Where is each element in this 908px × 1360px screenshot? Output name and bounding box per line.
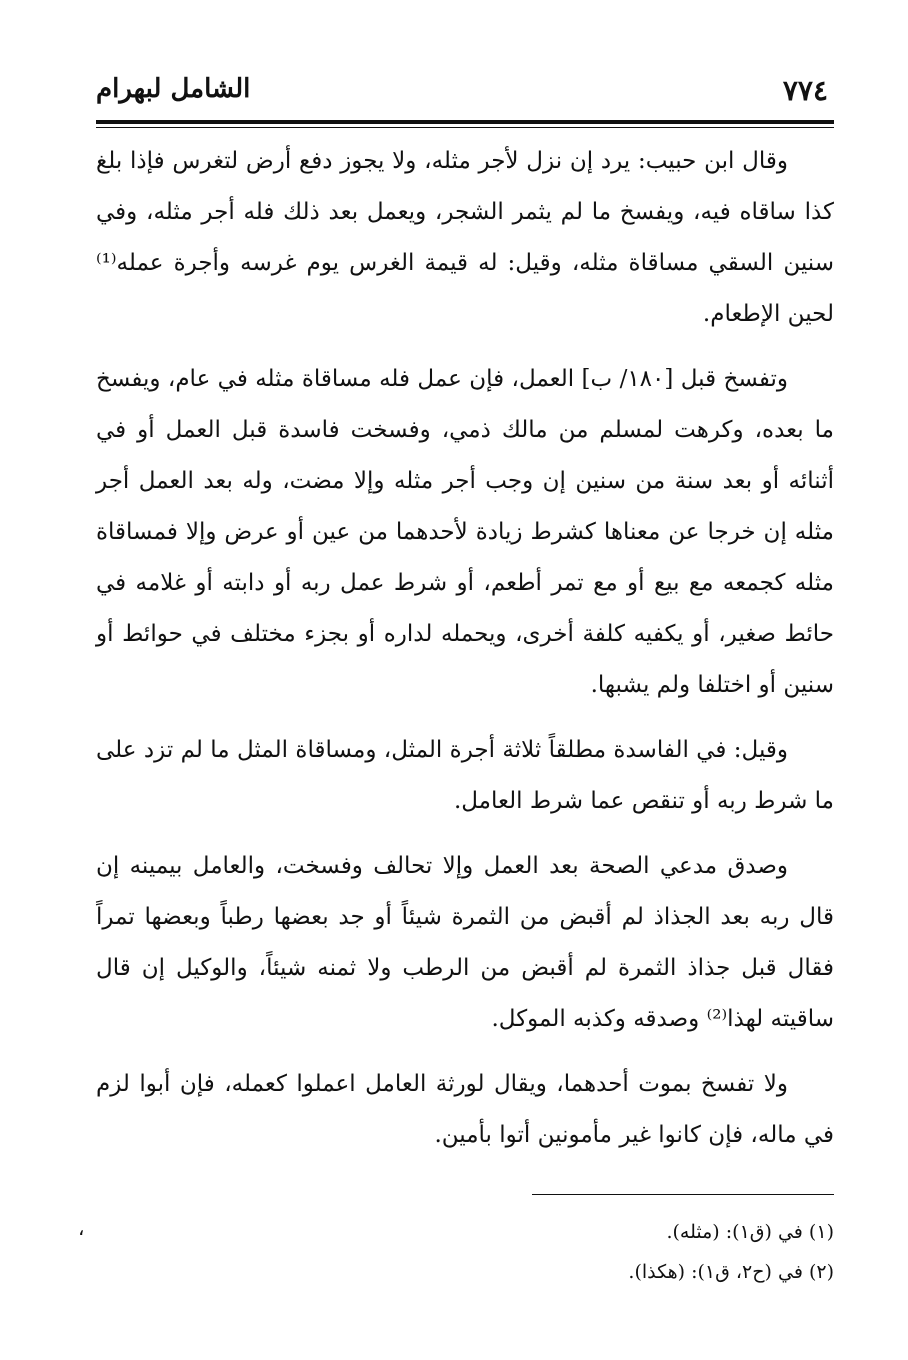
running-title: الشامل لبهرام <box>96 74 251 104</box>
footnotes <box>96 1212 834 1292</box>
footnote-separator <box>532 1194 834 1195</box>
paragraph: وتفسخ قبل [١٨٠/ ب] العمل، فإن عمل فله مساقاة مثله في عام، ويفسخ ما بعده، وكرهت لمسلم من مالك ذمي، وفسخت فاسدة قبل العمل أو في أثنائه أو بعد سنة من سنين إن وجب أجر مثله وإلا مضت، وله بعد العمل أجر مثله إن خرجا عن معناها كشرط زيادة لأحدهما من عين أو عرض وإلا فمساقاة مثله كجمعه مع بيع أو مع تمر أطعم، أو شرط عمل ربه أو دابته أو غلامه في حائط صغير، أو يكفيه كلفة أخرى، ويحمله لداره أو بجزء مختلف في حوائط أو سنين أو اختلفا ولم يشبها. <box>96 366 834 698</box>
header-rule-thick <box>96 120 834 124</box>
header-rule-thin <box>96 127 834 128</box>
paragraph: ولا تفسخ بموت أحدهما، ويقال لورثة العامل اعملوا كعمله، فإن أبوا لزم في ماله، فإن كانوا غير مأمونين أتوا بأمين. <box>96 1071 834 1148</box>
footnote: (٢) في (ح٢، ق١): (هكذا). <box>628 1261 834 1283</box>
footnote: (١) في (ق١): (مثله). <box>666 1221 834 1243</box>
page-number: ٧٧٤ <box>782 74 828 107</box>
paragraph: وقيل: في الفاسدة مطلقاً ثلاثة أجرة المثل، ومساقاة المثل ما لم تزد على ما شرط ربه أو تنقص عما شرط العامل. <box>96 737 834 814</box>
main-text <box>96 136 834 1175</box>
paragraph: وقال ابن حبيب: يرد إن نزل لأجر مثله، ولا يجوز دفع أرض لتغرس فإذا بلغ كذا ساقاه فيه، ويفسخ ما لم يثمر الشجر، ويعمل بعد ذلك فله أجر مثله، وفي سنين السقي مساقاة مثله، وقيل: له قيمة الغرس يوم غرسه وأجرة عمله⁽¹⁾ لحين الإطعام. <box>96 148 834 327</box>
paragraph: وصدق مدعي الصحة بعد العمل وإلا تحالف وفسخت، والعامل بيمينه إن قال ربه بعد الجذاذ لم أقبض من الثمرة شيئاً أو جد بعضها رطباً وبعضها تمراً فقال قبل جذاذ الثمرة لم أقبض من الرطب ولا ثمنه شيئاً، والوكيل إن قال ساقيته لهذا⁽²⁾ وصدقه وكذبه الموكل. <box>96 853 834 1032</box>
page-header <box>96 64 828 124</box>
margin-mark: ، <box>78 1216 85 1240</box>
